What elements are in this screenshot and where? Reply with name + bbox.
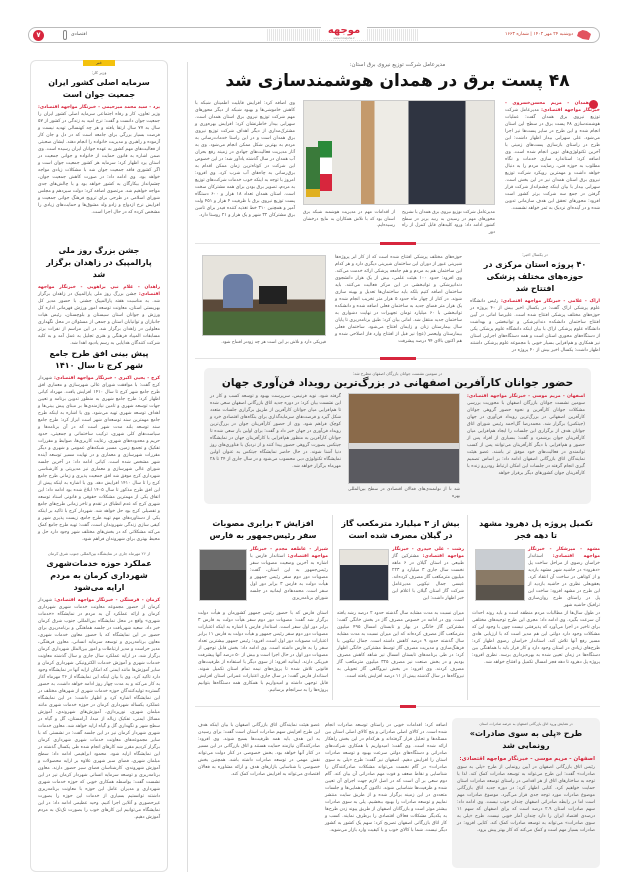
lead-body-left: وی اضافه کرد: افزایش قابلیت اطمینان شبکه با کاهش خاموشی‌ها و بهبود شبکه از دیگر محورهای مهم شرکت توزیع نیروی برق استان همدان است. سهرابی بیدار خاطرنشان کرد: افزایش بهره‌وری و مشترک‌مداری از دیگر اهداف شرکت توزیع نیروی برق همدان است و در این راستا خدمات‌رسانی به مردم به بهترین شکل ممکن انجام می‌شود. وی به آثار مدیریت فعالیت‌های جهادی در زمینه رفع بحران آب همدان در سال گذشته یادآور شد: در این خصوص این شرکت در کوتاه‌ترین زمان ممکن اقدام به برق‌رسانی به چاه‌های آب شرب کرد. وی افزود: امروز با توجه به اینکه خوب خدمات شرکت‌های توزیع به مردم، تصویر برق بودن برای همه مشترکان سخت است. استان همدان تعداد ۱۸ هزار و ۶۰۰ دستگاه پست توزیع نیروی برق با ظرفیت ۴ هزار و ۴۵۱ ولت آمپر و همچنین ۳۱۰ خط تغذیه کننده فیدر برای تامین برق مشترکان ۳۲ شهر و یک هزار و ۲۱ روستا دارد. <box>195 101 295 218</box>
export-body-col: اضافه کرد: اقدامات خوبی در راستای توسعه صادرات انجام شده است. در کالای اصلی صادراتی و پنج کالای اصلی استان بین مسئله‌ها و تحلیل قرار گرفته‌اند و هرکدام در این بخش راهکار ارائه شده است. وی گفت: امیدواریم با همکاری شرکت‌های صادراتی و دستگاه‌های دولتی سرعت بهبود و توسعه صادرات استان را افزایش دهیم. اصفهان نیز گفت: طرح «پلی به سوی صادرات» در گام نخست می‌تواند مشکلات صادرکنندگان را شناسایی و نقاط ضعف و قوت مهم صادراتی آن بیان کند. گام دوم سعی بر آن است که در اصل لازم جهت اجرای آن تعیین شده و ظرفیت‌ها شناسایی شوند. تاکنون گردهمایی‌ها و جلسات متعددی در این زمینه برگزار شده و از طریق سایت منتشر نماییم و توسعه صادرات را بهبود ببخشیم. پلی به سوی صادرات بیشتر موثر است و بازرگانان اصفهان از طریق پیوند زدن طرح‌ها به یکدیگر مشکلات فعالان اقتصادی را برطرف نمایند. کسب و کار اتاق بازرگانی اصفهان تصریح کرد: سهم یک کشور به کشور دیگر نیست. شما با کالای خوب و با کیفیت وارد بازار می‌شوید. <box>325 723 447 833</box>
ornament-icon <box>63 30 67 40</box>
arak-body-mid: حوزه‌های مختلف پزشکی افتتاح شده است که از کار ابر پروژه‌ها شیرینی عبور از دوران این ساختمان شیرینی دیگری دارد و هر کدام این ساختمان هم به مردم و هم جامعه پزشکی ارائه خدمت می‌کند. وی افزود: حدود ۱۰۰ هیئت علمی، بیش از یک هزار دانشجوی دندانپزشکی و توانبخشی در این مرکز فعالیت می‌کنند. باید ساختمان اضافه کنیم بلکه باید ساختمان‌ها تعدیل و بهینه سازی شوند. در کنار از چهار ماه حدود ۵ هزار متر تخریب انجام شده و یک هزار متر فضای جدید به ساختمان فعلی اضافه شده و دانشکده توانبخشی با ۶۰ میلیارد تومان تجهیزات در نهایت دشواری به ساختمان جدید منتقل شد. امانی بیان کرد: طبق برنامه‌ریزی تا پایان سال بیمارستان زنان و زایمان افتتاح می‌شود. ساختمان فعلی بیمارستان ولیعصر (عج) نیز قبل از افتتاح وارد فاز اصلاحی شده و هم اکنون بالای ۹۴ درصد پیشرفت <box>335 255 463 344</box>
export-feature-box: در همایش ورود اتاق بازرگانی اصفهان به عرصه صادرات استان طرح «پلی به سوی صادرات» رونمایی شد اصفهان - مریم موسی - خبرنگار مواجهه اقتصادی: رئیس اتاق بازرگانی اصفهان در آیین رونمایی از طرح «پلی به سوی صادرات» گفت: این طرح می‌تواند به توسعه صادرات کمک کند. لذا با توجه به ساختار‌های اتاق از هر اقدامی در راستای توسعه صادرات استان حمایت خواهیم کرد. کتایی اظهار کرد: در دوره جدید اتاق بازرگانی موضوع صادرات مورد توجه جدی قرار می‌گیرد. موضوع صادرات مهم است اما در رابطه صادراتی اصفهان چندان خوب نیست. وی ادامه داد: سهم صادرات استان ۲.۹ درصد است که برای اصفهان که سهم ۱۱ درصدی اقتصاد ایران را دارد چندان آمار خوبی نیست. طرح «پلی به سوی صادرات» می‌تواند به توسعه صادرات کمک کند. کتایی افزود: در صادرات بسیار مهم است و کمک می‌کند که کار بهتر پیش برود. <box>452 718 600 868</box>
bridge-photo[interactable] <box>475 549 525 601</box>
export-body-col: عضو هیئت نمایندگان اتاق بازرگانی اصفهان با بیان اینکه هدف این طرح افزایش سهم صادرات استان است گفت: برای رسیدن به این هدف باید همه ظرفیت‌ها بسیج شوند. وی افزود: صادرکنندگان نیازمند حمایت هستند و اتاق بازرگانی در این مسیر در کنار آنها خواهد بود. بخش خصوصی در کنار دولت می‌تواند نقش مهمی در توسعه صادرات داشته باشد. همچنین بخش خصوصی با شناسایی بازارهای هدف و ارائه مشاوره به فعالان اقتصادی می‌تواند به افزایش صادرات کمک کند. <box>198 723 320 777</box>
arak-photo[interactable] <box>202 255 326 336</box>
article-title[interactable]: عملکرد حوزه خدمات‌شهری شهرداری کرمان به مردم ارایه می‌شود <box>46 559 152 592</box>
flag-icon <box>318 141 332 191</box>
sidebar-article-3: پیش بینی افق طرح جامع شهر کرج تا سال ۱۴۱۰ کرج - یحیی اکبری - خبرنگار مواجهه اقتصادی: شهردار کرج گفت: با موافقت شورای عالی شهرسازی و معماری افق طرح جامع شهر کرج تا سال ۱۴۱۰ افزایش یافت. مهرداد کیانی اظهار کرد: طرح جامع شهری به منظور تدوین برنامه و تعیین جهات توسعه شهری و تامین نیازمندی‌ها بر مبنای پیش بینی‌ها و اهداف توسعه شهری تهیه می‌شود. وی با اشاره به اینکه طرح جامع مهمترین سند توسعه‌ای شهر است ابراز کرد: طرح جامع سند توسعه بلند مدت شهر است که در آن برنامه‌ها و سیاست‌های کلی شهری، ترکیب ساختمانی و جمعیتی، حدود حریم و محدوده‌های شهری، رعایت کاربری‌ها، ضوابط و مقررات تفکیک و تجمیع زمین، مسیر شبکه‌های عمومی و شهری و دیگر مقررات شهرسازی و معماری و در نهایت مسیر توسعه آینده شهر مشخص شده است. کیانی ادامه داد: در آخرین جلسه شورای عالی شهرسازی و معماری نیز مدیریتی و کارشناسی شهرداری کرج موفق شد افق جمعیت پذیری و زمانی طرح جامع کرج را تا سال ۱۴۱۰ افزایش دهد. وی با اشاره به اینکه پیش از این افق طرح مذکور تا سال ۱۴۰۵ ابلاغ شده بود ادامه داد: این اتفاق یکی از مهمترین مشکلات حقوقی و قانونی اسناد توسعه شهری کرج که عدم انطباق در تقدم و تاخر زمانی طرح‌های جامع و تفصیلی کرج بود حل خواهد شد. شهردار کرج با تاکید بر اینکه یکی از دستاوردهای مهم تهیه طرح جامع، زیست پذیری شهر و کیفی سازی زندگی شهروندان است، گفت: تهیه طرح جامع کمک می‌کند مشکلاتی که در بخش‌های مختلف شهر وجود دارد حل و محیط بهتری برای شهروندان فراهم شود. <box>38 349 161 542</box>
export-byline: اصفهان - مریم موسی - خبرنگار مواجهه اقتصادی: <box>459 756 595 762</box>
lead-headline[interactable]: ۴۸ پست برق در همدان هوشمندسازی شد <box>225 71 570 91</box>
article-title[interactable]: تکمیل پروژه پل دهرود مشهد تا دهه فجر <box>479 519 593 540</box>
lead-photo-caption: مدیرعامل شرکت توزیع نیروی برق همدان با تشریح محورهای مهم در رسیدن به رتبه برتر در سطح کشور ادامه داد: ورود کلیدهای قابل کنترل از راه دور <box>402 210 495 235</box>
column-divider <box>332 515 333 700</box>
article-title[interactable]: طرح «پلی به سوی صادرات» رونمایی شد <box>469 729 583 750</box>
isfahan-photo-caption: شد تا از توانمندی‌های فعالان اقتصادی در سطح بین‌المللی بهره <box>348 487 460 499</box>
article-title[interactable]: پیش بینی افق طرح جامع شهر کرج تا سال ۱۴۱۰ <box>49 349 149 370</box>
column-divider <box>467 515 468 700</box>
lead-kicker: مدیرعامل شرکت توزیع نیروی برق استان: <box>349 62 446 68</box>
isfahan-feature-box: در سومین نشست جوانان بازرگان اصفهان مطرح شد: حضور جوانان کارآفرین اصفهانی در بزرگ‌ترین رویداد فن‌آوری جهان اصفهان - مریم موسی - خبرنگار مواجهه اقتصادی: سومین نشست جوانان بازرگان اصفهان با محوریت بررسی مشکلات جوانان کارآفرین و نحوه حضور گروهی جوانان کارآفرین اصفهانی در بزرگ‌ترین رویداد فن‌آوری در جهان (جیتکس) برگزار شد. محمدرضا گل‌احمد رئیس شورای اتاق جوانان هدف از برگزاری این جلسات را ایجاد هم‌افزایی میان کارآفرینان جوان برشمرد و گفت: بسیاری از افراد پس از حضور و هم‌افزایی با دیگر کارآفرینان می‌توانند پس از کسب توانمندی در فعالیت‌های خود موفق تر باشند. عضو هیئت نمایندگان اتاق بازرگانی اصفهان ادامه داد: بر اساس تصمیم گیری انجام گرفته در جلسات این امکان ارتباط رودررو زنده با کارآفرینان جوان کشورهای دیگر برقرار خواهد شد تا از توانمندی‌های فعالان اقتصادی در سطح بین‌المللی بهره گرفته شود. نوید فرنیس، سرپرست بهبود و توسعه کسب و کار در این نشست بیان کرد: در دوره جدید اتاق بازرگانی اصفهان سعی شده تا هم‌افزایی میان جوانان کارآفرین از طریق برگزاری جلسات متعدد شکل گیرد و فرصت‌های سرمایه‌گذاری برای بنگاه‌های اقتصادی خرد و کوچک فراهم شود. وی از حضور کارآفرینان جوان در بزرگ‌ترین رویداد فن‌آوری در جهان خبر داد و گفت: برای اولین بار سعی شده تا جوانان کارآفرین به منظور هم‌افزایی با کارآفرینان جهان در نمایشگاه جیتکس بصورت گروهی حضور پیدا کنند و از نزدیک با فناوری‌های روز دنیا آشنا شوند. در حال حاضر نمایشگاه جیتکس به عنوان اولین نمایشگاه تکنولوژی دبی محسوب می‌شود و در سال جاری از ۲۴ تا ۲۸ مهرماه برگزار خواهد شد. <box>204 368 591 504</box>
section-divider-accent <box>400 705 416 708</box>
masthead <box>28 27 600 43</box>
section-divider-accent <box>380 357 416 360</box>
lead-body-right: همدان - مریم محسن‌خسروی - خبرنگار مواجهه اقتصادی: مدیرعامل شرکت توزیع نیروی برق همدان گفت: عملیات هوشمندسازی ۴۸ پست برق در سطح این استان انجام شده و این طرح در سایر پست‌ها نیز اجرا می‌شود. علی سهرابی بیدار اظهار داشت: این طرح در راستای بازسازی پست‌های زمینی با آخرین تکنولوژی‌های نوین انجام شده است. وی اضافه کرد: استاندارد سازی خدمات و نگاه مطلوب به حوزه فنی، رضایت مردم را به دنبال خواهد داشت و مهمترین رویکرد شرکت توزیع نیروی برق استان همدان نیز در این بخش است. سهرابی بیدار با بیان اینکه چشم‌انداز شرکت قرار گرفتن در جمع سه شرکت برتر کشور است افزود: محورهای تحقق این هدف سازمانی تدوین شده و در آینده‌ای نزدیک به ثمر خواهد نشست. <box>505 101 600 211</box>
monitor-icon <box>259 286 287 304</box>
meeting-photo[interactable] <box>199 549 247 601</box>
lead-photo[interactable] <box>303 100 495 205</box>
mashhad-article: تکمیل پروژه پل دهرود مشهد تا دهه فجر مشهد - میرشکار - خبرنگار مواجهه اقتصادی: استاندار خراسان رضوی از مراحل ساخت پل «دهرود» در حاشیه شهر مشهد بازدید و از کوتاهی در ساخت آن انتقاد کرد. یعقوبعلی نظری در حاشیه بازدید از این طرح در مشهد افزود: ساخت این پل در راستای طرح روان‌سازی ترافیک حاشیه شهر در طول سال‌ها از مطالبات مردم منطقه است و باید روند احداث آن سرعت بگیرد. وی ادامه داد: مجری این طرح توجیه‌های مختلفی برای تاخیر در اجرا می‌آورد که پذیرفتنی نیست چون با وجود این که مشکلات وجود دارد دولتی این هم مدیر است که با ارزیابی هادی مسیر رفع آنها تلاش کند. استاندار خراسان رضوی اظهار کرد: طرح‌های زیادی در استان وجود دارد و کار قرار باید با هماهنگی بین دستگاه‌ها در زمان تعیین شده به بهره‌برداری برسد. نظری افزود: پروژه پل دهرود تا دهه فجر امسال تکمیل و افتتاح خواهد شد. <box>472 519 600 665</box>
arak-photo-caption: فیزیکی دارد و تلاش بر این است هر چه زودتر افتتاح شود. <box>221 340 326 345</box>
sidebar-article-4: از ۲۶ مهرماه جاری در نمایشگاه بین‌المللی جنوب شرق کرمان عملکرد حوزه خدمات‌شهری شهرداری کرمان به مردم ارایه می‌شود کرمان - فرستگی - خبرنگار مواجهه اقتصادی: شهردار کرمان از حضور مجموعه معاونت خدمات شهری شهرداری کرمان و ارائه عملکرد آن به مردم در نمایشگاه «خدمات شهری» واقع در محل نمایشگاه بین‌المللی جنوب شرق کرمان خبر داد. سعید شهربافت در جلسه هماهنگی و برنامه‌ریزی برای حضور در این نمایشگاه که با حضور معاون خدمات شهری، معاون برنامه‌ریزی و توسعه سرمایه انسانی، معاون فرهنگی، مدیر حراست و مدیر ارتباطات و امور بین‌الملل شهرداری کرمان برگزار شد، در ارایه عملکرد سال جاری و سال گذشته معاونت خدمات شهری و آموزش خدمات الکترونیکی شهرداری کرمان و سایر آموزش‌ها مانند ایمنی که امکان ارایه آنها در نمایشگاه وجود دارد تاکید کرد. وی با بیان اینکه این نمایشگاه از ۲۶ مهرماه آغاز به کار می‌کند و به مدت چهار روز ادامه خواهد داشت، به حضور گسترده تولیدکنندگان حوزه خدمات شهری از شهرهای مختلف در این نمایشگاه اشاره کرد و اظهار داشت: در این نمایشگاه عملکرد یکساله شهرداری کرمان در حوزه خدمات شهری مانند مبلمان شهری، نورپردازی، آموزش‌های شهروندی، آموزش مسائل ایمنی، تفکیک زباله از مبدا، آرامستان، گل و گیاه در سطح شهر و نگهداری گل و گیاه ارایه خواهد شد. معاون خدمات شهری شهردار کرمان نیز در این جلسه گفت: در نشستی که با سایر مجموعه‌های معاونت خدمات شهری شهرداری کرمان برگزار کردیم مقرر شد کارهای انجام شده طی یکسال گذشته در این نمایشگاه ارایه شود. محمود ابراهیمی ادامه داد: سطح مبلمان شهری، فضای سبز شهری علاوه بر ارایه محصولات و آموزش شهروندی، کارشناسان فضای سبز حضور دارند. معاون برنامه‌ریزی و توسعه سرمایه انسانی شهردار کرمان نیز در این نشست گفت: بواسطه همکاری خوبی که حوزه خدمات شهری شهرداری و مدیران عامل این حوزه با معاونت برنامه‌ریزی داشتند توانستیم بسیاری از خدمات این حوزه را بصورت غیرحضوری و آنلاین اجرا کنیم. وحید عظیمی ادامه داد: در این نمایشگاه می‌توانیم این کارهای خوب را بصورت تک‌تک به مردم آموزش دهیم. <box>38 551 160 820</box>
official-photo[interactable] <box>339 549 389 601</box>
fars-article: افزایش ۳ برابری مصوبات سفر رئیس‌جمهور به فارس شیراز - عاطفه مجدم - خبرنگار مواجهه اقتصادی: استاندار فارس با اشاره به آخرین وضعیت مصوبات سفر رئیس‌جمهور به این استان، گفت: مصوبات دور دوم سفر رئیس جمهور و هیأت دولت به فارس ۳ برابر دور اول سفر است. محمدهادی ایمانیه در جلسه شورای برنامه‌ریزی استان فارس که با حضور رئیس جمهور کشورمان و هیأت دولت برگزار شد گفت: مصوبات دور دوم سفر هیأت دولت به فارس ۳ برابر دور اول سفر است. استاندار فارس با اشاره به اینکه اعتبارات مصوبات دور دوم سفر رئیس جمهور و هیأت دولت به فارس ۱۱ برابر اعتبارات مصوبات دور اول است، افزود: رئیس جمهور بیشترین تعداد سفر را به فارس داشته است. وی ادامه داد: بخش قابل توجهی از مصوبات دور اول در حال اجرا است و بیش از ۵۰ درصد آنها پیشرفت فیزیکی دارند. ایمانیه افزود: از سوی دیگر با استفاده از ظرفیت‌های قانونی تلاش شده تا پروژه‌های نیمه تمام استان تکمیل شوند. استاندار فارس گفت: در سال جاری اعتبارات عمرانی استان افزایش قابل توجهی داشته و امیدواریم با همکاری همه دستگاه‌ها بتوانیم پروژه‌ها را به سرانجام برسانیم. <box>198 519 328 693</box>
section-divider-accent <box>380 242 416 245</box>
article-title[interactable]: جشن بزرگ روز ملی پارالمپیک در زاهدان برگزار شد <box>46 246 152 279</box>
newspaper-logo[interactable]: موجهه www.mowjehe.ir <box>321 25 367 40</box>
news-tag: خبر <box>83 60 115 66</box>
lead-photo-caption: از اقدامات مهم در مدیریت هوشمند شبکه برق استان بود که با تلاش همکاران به نتایج درخشان رسیده‌ایم. <box>303 210 395 228</box>
section-label: اقتصادی <box>71 31 87 37</box>
article-title[interactable]: بیش از ۳ میلیارد مترمکعب گاز در گیلان مصرف شده است <box>341 519 460 540</box>
article-title[interactable]: سرمایه اصلی کشور ایران جمعیت جوان است <box>48 78 150 99</box>
isfahan-photo[interactable] <box>348 393 460 484</box>
page-number-badge: ۷ <box>33 30 44 41</box>
sidebar-article-1: وزیر کار: سرمایه اصلی کشور ایران جمعیت جوان است یزد - سید محمد میرحیمی - خبرنگار مواجهه اقتصادی: وزیر تعاون، کار و رفاه اجتماعی سرمایه اصلی کشور ایران را جمعیت جوان دانست و گفت: نرخ امید به زندگی در کشور از ۵۷ سال به ۷۷ سال ارتقا یافته و هر چه کهنسالی تهدید نیست و فرصت بسیار بزرگی برای جامعه است که در دل و جان کار آزموده و راهبری و مدیریت خانواده را انجام دهند. ایشان صحبتی از فعالیت‌های مهم کشور به عهده جوانان ایران رسیده است. وی ضمن اشاره به قانون حمایت از خانواده و جوانی جمعیت در استان یزد اظهار کرد: سرمایه هر کشور جمعیت جوان است و اگر کشوری فاقد جمعیت جوان شد با مشکلات زیادی مواجه خواهد بود. وی ادامه داد: در صورت کاهش جمعیت جوان، چشم‌انداز بیکارگان به کشور خواهد بود و با چالش‌های جدی مواجه خواهیم شد. مرتضوی اضافه کرد: دولت سیزدهم و مجلس شورای اسلامی در طرحی برای ترویج فرهنگ جوانی جمعیت و افزایش نرخ ازدواج و زادو ولد مشوق‌ها و حمایت‌های زیادی را مشخص کرده که در حال اجرا است. <box>37 70 161 215</box>
sidebar-box <box>30 60 168 872</box>
article-title[interactable]: حضور جوانان کارآفرین اصفهانی در بزرگ‌ترین رویداد فن‌آوری جهان <box>221 377 574 389</box>
article-title[interactable]: ۴۰ پروژه استان مرکزی در حوزه‌های مختلف پزشکی افتتاح شد <box>483 260 587 293</box>
flag-icon <box>306 147 320 197</box>
gilan-article: بیش از ۳ میلیارد مترمکعب گاز در گیلان مصرف شده است رشت - علی حیدری - خبرنگار مواجهه اقتصادی: مشترکین گاز طبیعی در استان گیلان در ۶ ماهه نخست سال جاری ۳ میلیارد و ۲۲۳ میلیون مترمکعب گاز مصرف کرده‌اند. عیسی جمال نیکویی مدیرعامل شرکت گاز استان گیلان با اعلام این خبر اظهار داشت: این میزان نسبت به مدت مشابه سال گذشته حدود ۲ درصد رشد یافته است. وی در ادامه در خصوص مصرف گاز در بخش خانگی گفت: مشترکین گاز خانگی در بهار و تابستان امسال ۴۹۵ میلیون مترمکعب گاز مصرف کرده‌اند که این میزان نسبت به مدت مشابه سال گذشته حدود ۹ درصد کاهش داشته است. جمال نیکویی با فرهنگ‌سازی و مدیریت مصرف گاز توسط مشترکین خانگی اظهار کرد: در طی برنامه‌های تابستان امسال نیز شاهد کاهش مصرف بودیم و در بخش صنعت نیز مصرف ۳۲۵ میلیون مترمکعب گاز مصرف کردند. وی افزود: در بخش نیروگاهی گاز تحویلی به نیروگاه‌ها در سال گذشته بیش از ۱۱ درصد افزایش یافته است. <box>337 519 464 679</box>
sidebar-article-2: جشن بزرگ روز ملی پارالمپیک در زاهدان برگزار شد زاهدان - غلام نبی براهویی - خبرنگار مواجهه اقتصادی: جشن بزرگ روز ملی پارالمپیک در زاهدان برگزار شد. به مناسبت هفته پارالمپیک جشنی با حضور مدیر کل بهزیستی استان، معاونت توسعه امور ورزش قهرمانی اداره کل ورزش و جوانان استان سیستان و بلوچستان، رئیس هیات جانبازان و توانیابان استان و جمعی از مسئولان در محل نگهداری معلولین در زاهدان برگزار شد. در این مراسم از نفرات برتر مسابقات المپیاد فرهنگی و هنری تجلیل به عمل آمد و به کلیه شرکت کنندگان هدایایی به رسم یادبود اهدا شد. <box>38 246 160 346</box>
column-divider <box>187 62 188 872</box>
arak-article: در یکسال اخیر: ۴۰ پروژه استان مرکزی در حوزه‌های مختلف پزشکی افتتاح شد اراک - غلامی - خبرنگار مواجهه اقتصادی: رئیس دانشگاه علوم پزشکی اراک گفت: در یکسال اخیر بیش از ۴۰ پروژه در حوزه‌های مختلف پزشکی افتتاح شده است. علیرضا امانی در آیین افتتاح ساختمان دانشکده دندانپزشکی و توانبخشی و بهداشت دانشگاه علوم پزشکی اراک با بیان اینکه دانشگاه علوم پزشکی یکی از دستگاه‌های محوری استان است و همه دستگاه‌های اجرایی استان نیز همکاری و هم‌افزایی بسیار خوبی با مجموعه علوم پزشکی داشتند اظهار داشت: یکسال اخیر بیش از ۴۰ پروژه در <box>470 252 600 353</box>
iran-map-icon <box>577 30 591 40</box>
section-divider <box>195 706 600 707</box>
article-title[interactable]: افزایش ۳ برابری مصوبات سفر رئیس‌جمهور به فارس <box>209 519 317 540</box>
date-issue: دوشنبه ۲۴ مهر ۱۴۰۲ | شماره ۱۶۶۳ <box>504 31 573 37</box>
person-figure <box>223 274 253 308</box>
